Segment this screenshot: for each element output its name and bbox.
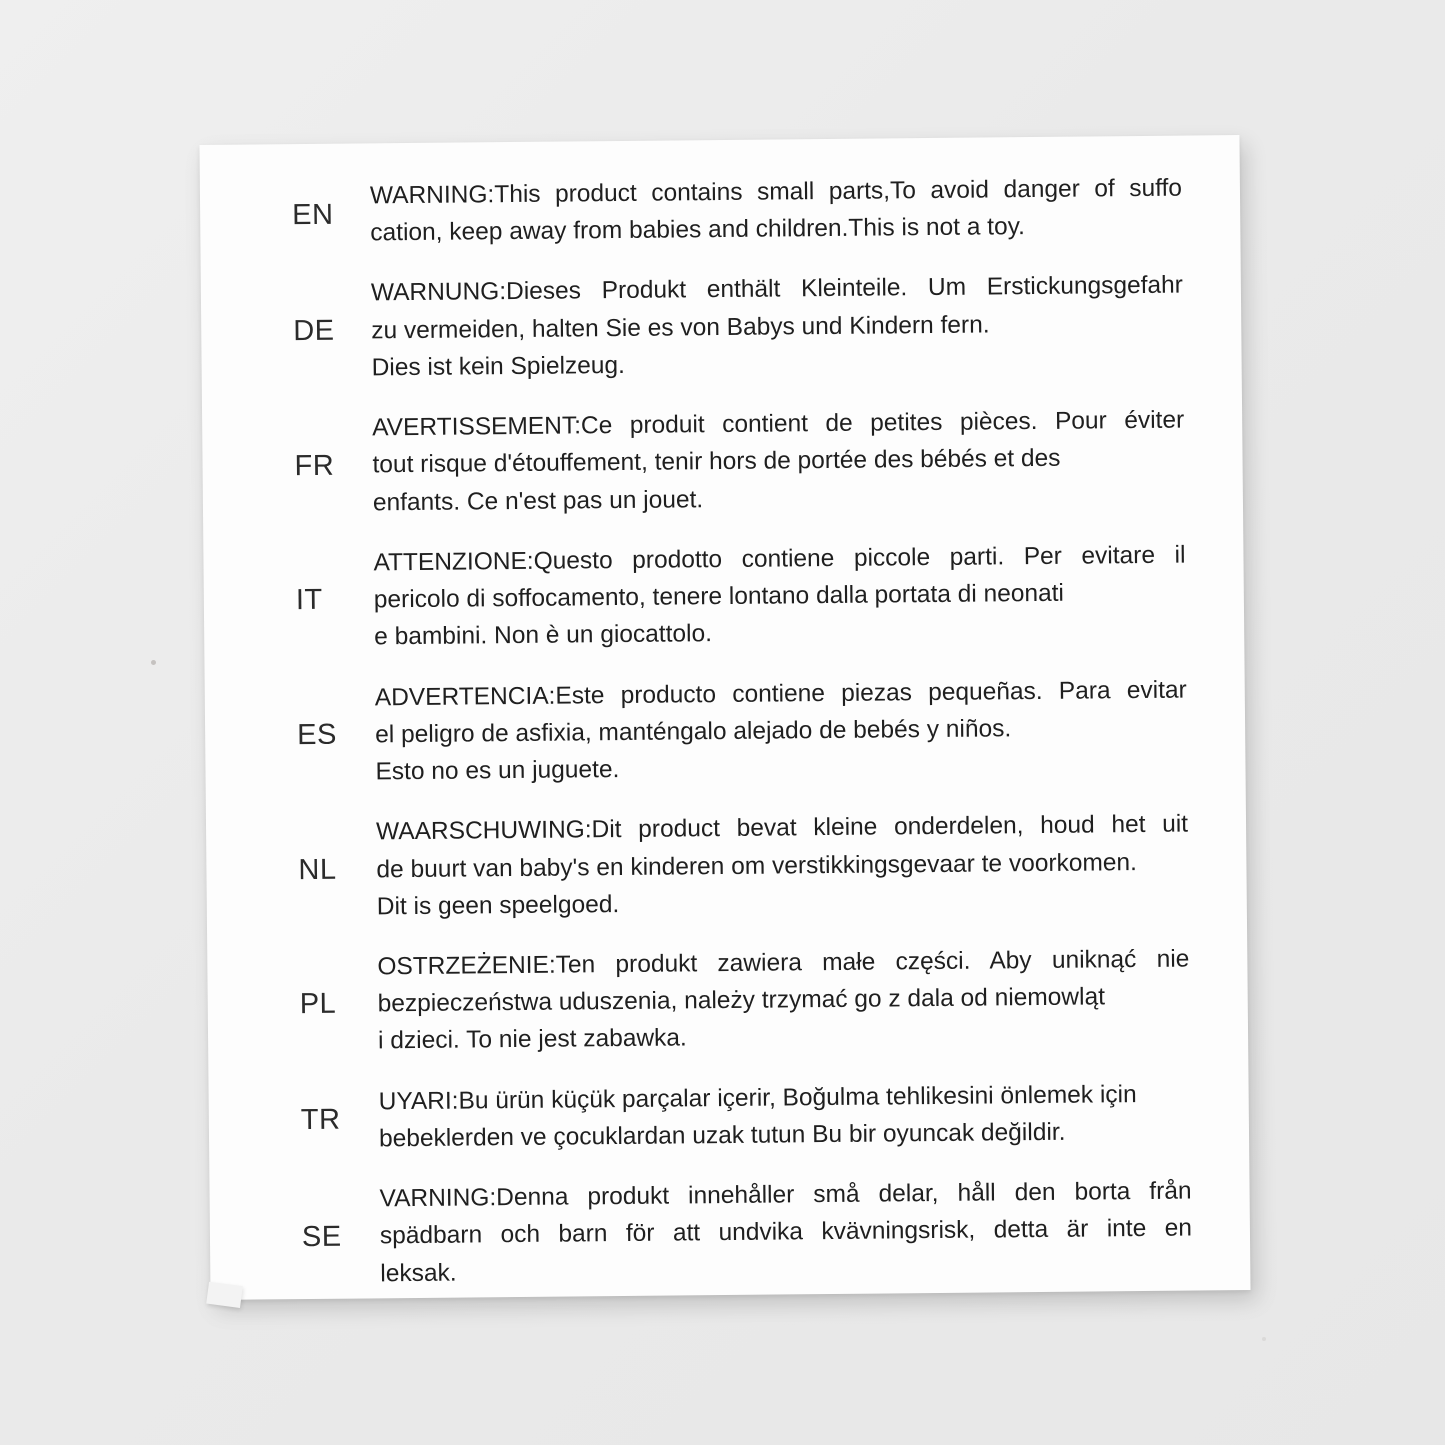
warning-line: WARNING:This product contains small parts,To avoid danger of suffo bbox=[369, 174, 1183, 210]
warning-text-de bbox=[371, 267, 1190, 387]
warning-line: UYARI:Bu ürün küçük parçalar içerir, Boğulma tehlikesini önlemek için bbox=[378, 1080, 1137, 1116]
warning-row-se bbox=[279, 1173, 1198, 1294]
warning-row-tr bbox=[278, 1075, 1197, 1158]
warning-line: enfants. Ce n'est pas un jouet. bbox=[372, 485, 704, 517]
warning-line: ADVERTENCIA:Este producto contiene piezas pequeñas. Para evitar bbox=[374, 676, 1187, 711]
warning-line: VARNING:Denna produkt innehåller små delar, håll den borta från bbox=[379, 1177, 1192, 1213]
warning-line: i dzieci. To nie jest zabawka. bbox=[377, 1024, 687, 1055]
warning-row-es bbox=[275, 671, 1194, 792]
warning-line: WAARSCHUWING:Dit product bevat kleine onderdelen, houd het uit bbox=[375, 810, 1189, 846]
warning-line: leksak. bbox=[380, 1259, 457, 1287]
warning-line: bezpieczeństwa uduszenia, należy trzymać go z dala od niemowląt bbox=[377, 983, 1106, 1018]
warning-line: bebeklerden ve çocuklardan uzak tutun Bu bir oyuncak değildir. bbox=[378, 1118, 1066, 1153]
surface-speck bbox=[1262, 1337, 1266, 1341]
warning-leaflet-paper bbox=[199, 135, 1250, 1300]
warning-line: el peligro de asfixia, manténgalo alejado de bebés y niños. bbox=[375, 715, 1012, 749]
warning-text-se bbox=[379, 1173, 1198, 1293]
warning-line: OSTRZEŻENIE:Ten produkt zawiera małe części. Aby uniknąć nie bbox=[377, 945, 1190, 981]
warning-line: zu vermeiden, halten Sie es von Babys und Kindern fern. bbox=[371, 311, 990, 345]
warning-line: e bambini. Non è un giocattolo. bbox=[374, 620, 713, 651]
warning-row-fr bbox=[272, 402, 1191, 523]
language-code-de: DE bbox=[293, 314, 335, 347]
language-code-en: EN bbox=[292, 198, 334, 231]
warning-line: WARNUNG:Dieses Produkt enthält Kleinteile. Um Erstickungsgefahr bbox=[370, 272, 1184, 307]
warning-line: spädbarn och barn för att undvika kvävningsrisk, detta är inte en bbox=[379, 1214, 1193, 1250]
warning-text-nl bbox=[376, 806, 1195, 926]
warning-line: ATTENZIONE:Questo prodotto contiene piccole parti. Per evitare il bbox=[373, 541, 1186, 577]
warning-row-it bbox=[273, 536, 1192, 657]
warning-line: cation, keep away from babies and children.This is not a toy. bbox=[370, 213, 1026, 247]
warning-line: de buurt van baby's en kinderen om verstikkingsgevaar te voorkomen. bbox=[376, 848, 1138, 883]
language-code-fr: FR bbox=[294, 449, 335, 482]
language-code-se: SE bbox=[301, 1220, 342, 1253]
warning-text-es bbox=[375, 671, 1194, 791]
warning-line: AVERTISSEMENT:Ce produit contient de petites pièces. Pour éviter bbox=[372, 406, 1185, 442]
warning-text-fr bbox=[372, 402, 1191, 522]
warning-row-en bbox=[270, 170, 1189, 253]
warning-text-pl bbox=[377, 940, 1196, 1060]
warning-line: Esto no es un juguete. bbox=[375, 756, 620, 786]
warning-row-nl bbox=[276, 806, 1195, 927]
language-code-tr: TR bbox=[300, 1104, 341, 1137]
language-code-it: IT bbox=[295, 584, 323, 617]
warning-line: tout risque d'étouffement, tenir hors de portée des bébés et des bbox=[372, 445, 1061, 479]
warning-row-pl bbox=[277, 940, 1196, 1061]
warning-line: Dies ist kein Spielzeug. bbox=[371, 351, 626, 382]
warning-row-de bbox=[271, 267, 1190, 388]
leaflet-content bbox=[199, 135, 1250, 1300]
language-code-pl: PL bbox=[299, 988, 337, 1021]
surface-speck bbox=[151, 660, 156, 665]
warning-text-tr bbox=[378, 1075, 1197, 1157]
warning-text-en bbox=[370, 170, 1189, 252]
warning-line: Dit is geen speelgoed. bbox=[376, 890, 620, 921]
warning-text-it bbox=[373, 536, 1192, 656]
warning-line: pericolo di soffocamento, tenere lontano dalla portata di neonati bbox=[373, 579, 1065, 614]
language-code-nl: NL bbox=[298, 853, 337, 886]
language-code-es: ES bbox=[296, 718, 337, 752]
